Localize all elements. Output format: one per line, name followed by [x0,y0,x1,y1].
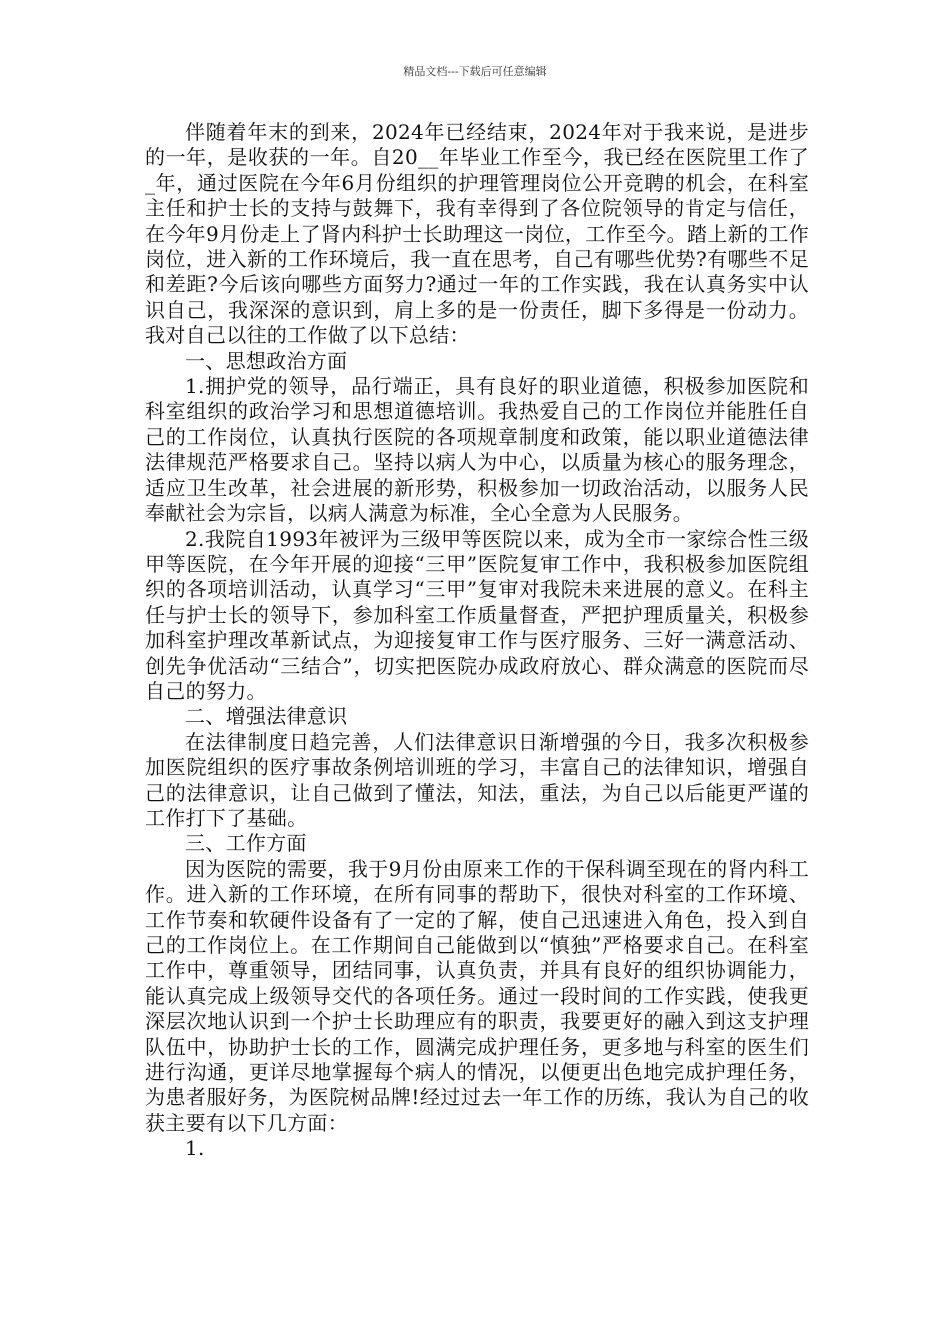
ideology-paragraph-2: 2.我院自1993年被评为三级甲等医院以来，成为全市一家综合性三级甲等医院，在今年开展的迎接“三甲”医院复审工作中，我积极参加医院组织的各项培训活动，认真学习“三甲”复审对我院未来进展的意义。在科主任与护士长的领导下，参加科室工作质量督查，严把护理质量关，积极参加科室护理改革新试点，为迎接复审工作与医疗服务、三好一满意活动、创先争优活动“三结合”，切实把医院办成政府放心、群众满意的医院而尽自己的努力。 [145,526,809,703]
page-header: 精品文档---下载后可任意编辑 [403,65,547,78]
section-heading-work: 三、工作方面 [185,831,307,856]
work-list-item-1: 1. [185,1136,205,1161]
section-heading-law: 二、增强法律意识 [185,704,348,729]
ideology-paragraph-1: 1.拥护党的领导，品行端正，具有良好的职业道德，积极参加医院和科室组织的政治学习和思想道德培训。我热爱自己的工作岗位并能胜任自己的工作岗位，认真执行医院的各项规章制度和政策，能以职业道德法律法律规范严格要求自己。坚持以病人为中心，以质量为核心的服务理念，适应卫生改革，社会进展的新形势，积极参加一切政治活动，以服务人民奉献社会为宗旨，以病人满意为标准，全心全意为人民服务。 [145,374,809,526]
document-body [145,120,809,1162]
work-paragraph: 因为医院的需要，我于9月份由原来工作的干保科调至现在的肾内科工作。进入新的工作环境，在所有同事的帮助下，很快对科室的工作环境、工作节奏和软硬件设备有了一定的了解，使自己迅速进入角色，投入到自己的工作岗位上。在工作期间自己能做到以“慎独”严格要求自己。在科室工作中，尊重领导，团结同事，认真负责，并具有良好的组织协调能力，能认真完成上级领导交代的各项任务。通过一段时间的工作实践，使我更深层次地认识到一个护士长助理应有的职责，我要更好的融入到这支护理队伍中，协助护士长的工作，圆满完成护理任务，更多地与科室的医生们进行沟通，更详尽地掌握每个病人的情况，以便更出色地完成护理任务，为患者服好务，为医院树品牌!经过过去一年工作的历练，我认为自己的收获主要有以下几方面： [145,856,809,1135]
intro-paragraph: 伴随着年末的到来，2024年已经结束，2024年对于我来说，是进步的一年，是收获的一年。自20__年毕业工作至今，我已经在医院里工作了_年，通过医院在今年6月份组织的护理管理岗位公开竞聘的机会，在科室主任和护士长的支持与鼓舞下，我有幸得到了各位院领导的肯定与信任，在今年9月份走上了肾内科护士长助理这一岗位，工作至今。踏上新的工作岗位，进入新的工作环境后，我一直在思考，自己有哪些优势?有哪些不足和差距?今后该向哪些方面努力?通过一年的工作实践，我在认真务实中认识自己，我深深的意识到，肩上多的是一份责任，脚下多得是一份动力。我对自己以往的工作做了以下总结： [145,120,809,348]
section-heading-ideology: 一、思想政治方面 [185,348,348,373]
law-paragraph: 在法律制度日趋完善，人们法律意识日渐增强的今日，我多次积极参加医院组织的医疗事故条例培训班的学习，丰富自己的法律知识，增强自己的法律意识，让自己做到了懂法，知法，重法，为自己以后能更严谨的工作打下了基础。 [145,729,809,830]
